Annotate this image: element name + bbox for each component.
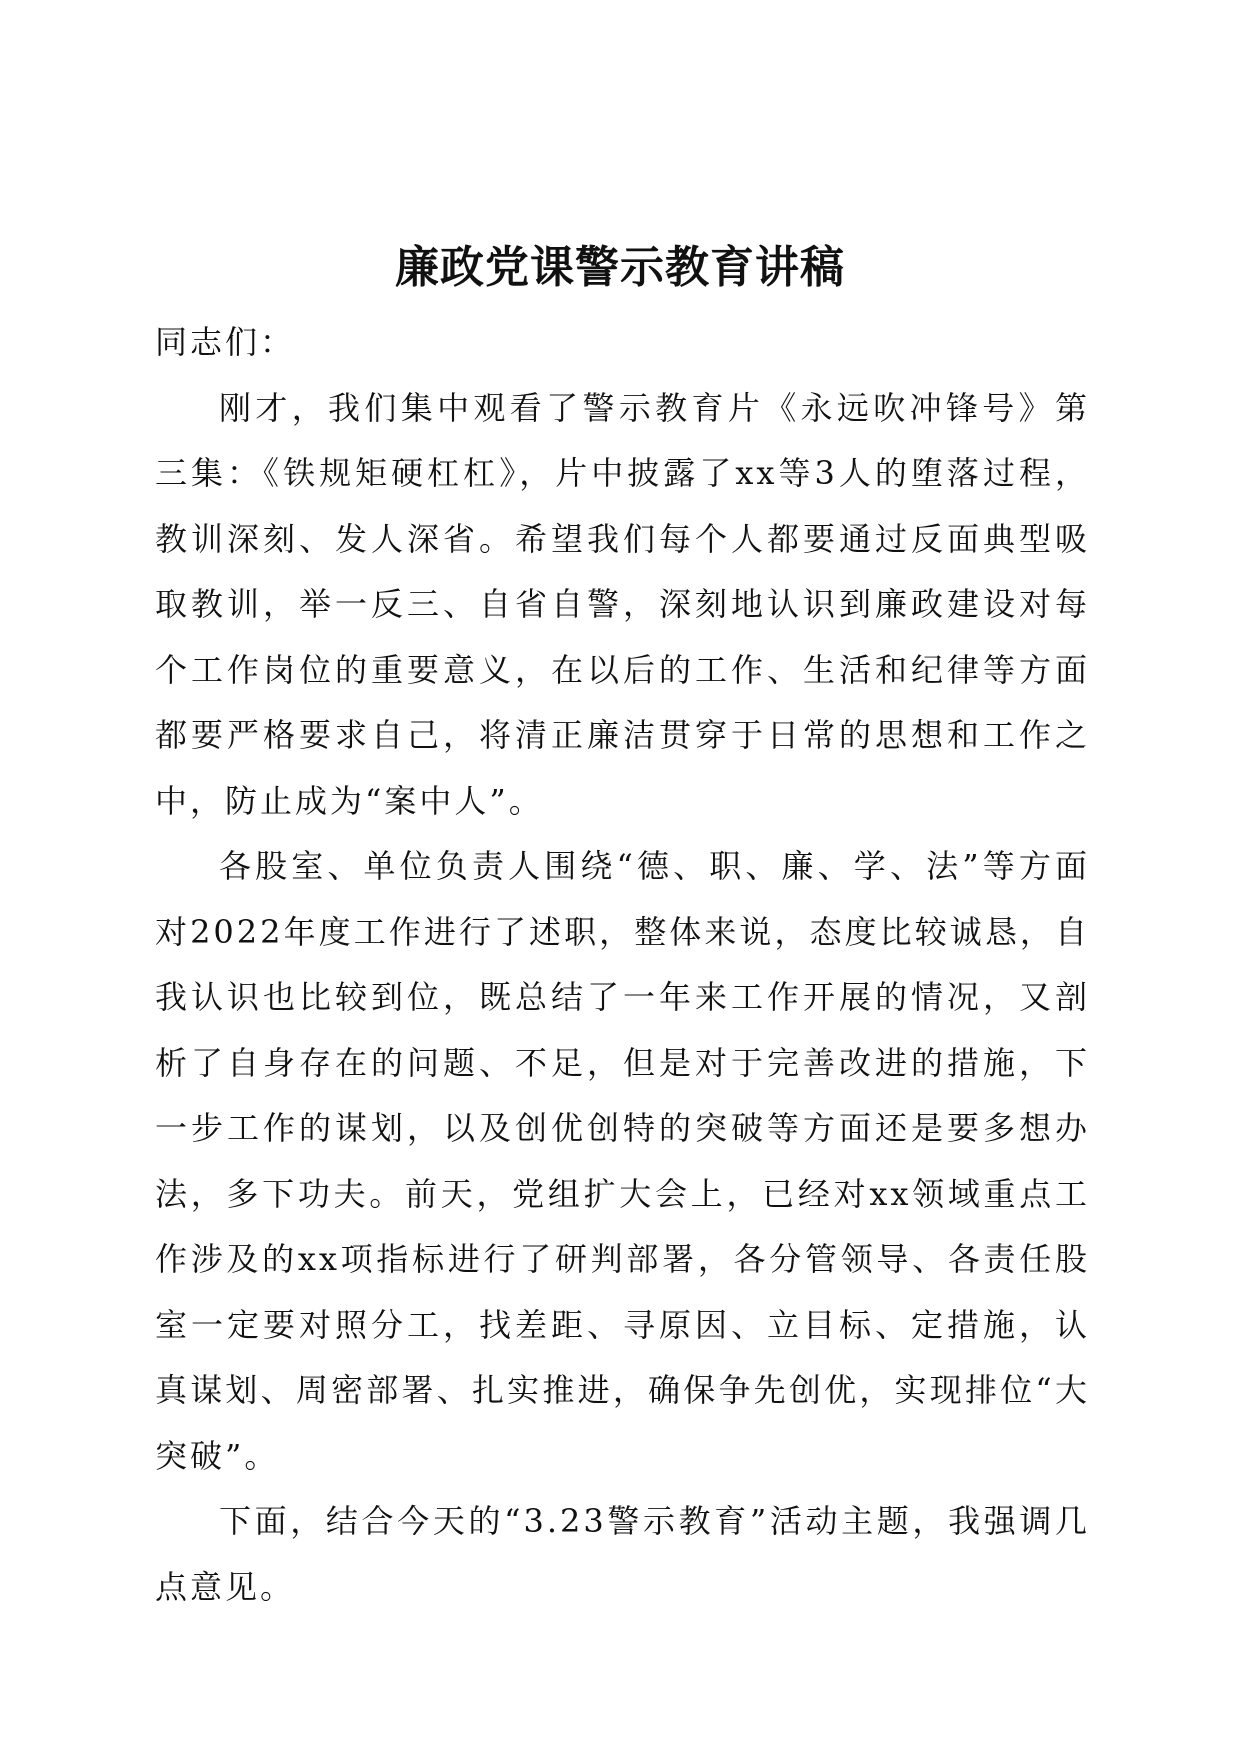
document-body xyxy=(155,310,1090,1620)
paragraph-1: 刚才，我们集中观看了警示教育片《永远吹冲锋号》第三集：《铁规矩硬杠杠》，片中披露了xx等3人的堕落过程，教训深刻、发人深省。希望我们每个人都要通过反面典型吸取教训，举一反三、自省自警，深刻地认识到廉政建设对每个工作岗位的重要意义，在以后的工作、生活和纪律等方面都要严格要求自己，将清正廉洁贯穿于日常的思想和工作之中，防止成为“案中人”。 xyxy=(155,388,1090,820)
page-title: 廉政党课警示教育讲稿 xyxy=(395,242,845,293)
paragraph-2: 各股室、单位负责人围绕“德、职、廉、学、法”等方面对2022年度工作进行了述职，整体来说，态度比较诚恳，自我认识也比较到位，既总结了一年来工作开展的情况，又剖析了自身存在的问题、不足，但是对于完善改进的措施，下一步工作的谋划，以及创优创特的突破等方面还是要多想办法，多下功夫。前天，党组扩大会上，已经对xx领域重点工作涉及的xx项指标进行了研判部署，各分管领导、各责任股室一定要对照分工，找差距、寻原因、立目标、定措施，认真谋划、周密部署、扎实推进，确保争先创优，实现排位“大突破”。 xyxy=(155,847,1090,1475)
salutation: 同志们： xyxy=(155,323,296,361)
paragraph-3: 下面，结合今天的“3.23警示教育”活动主题，我强调几点意见。 xyxy=(155,1502,1090,1606)
